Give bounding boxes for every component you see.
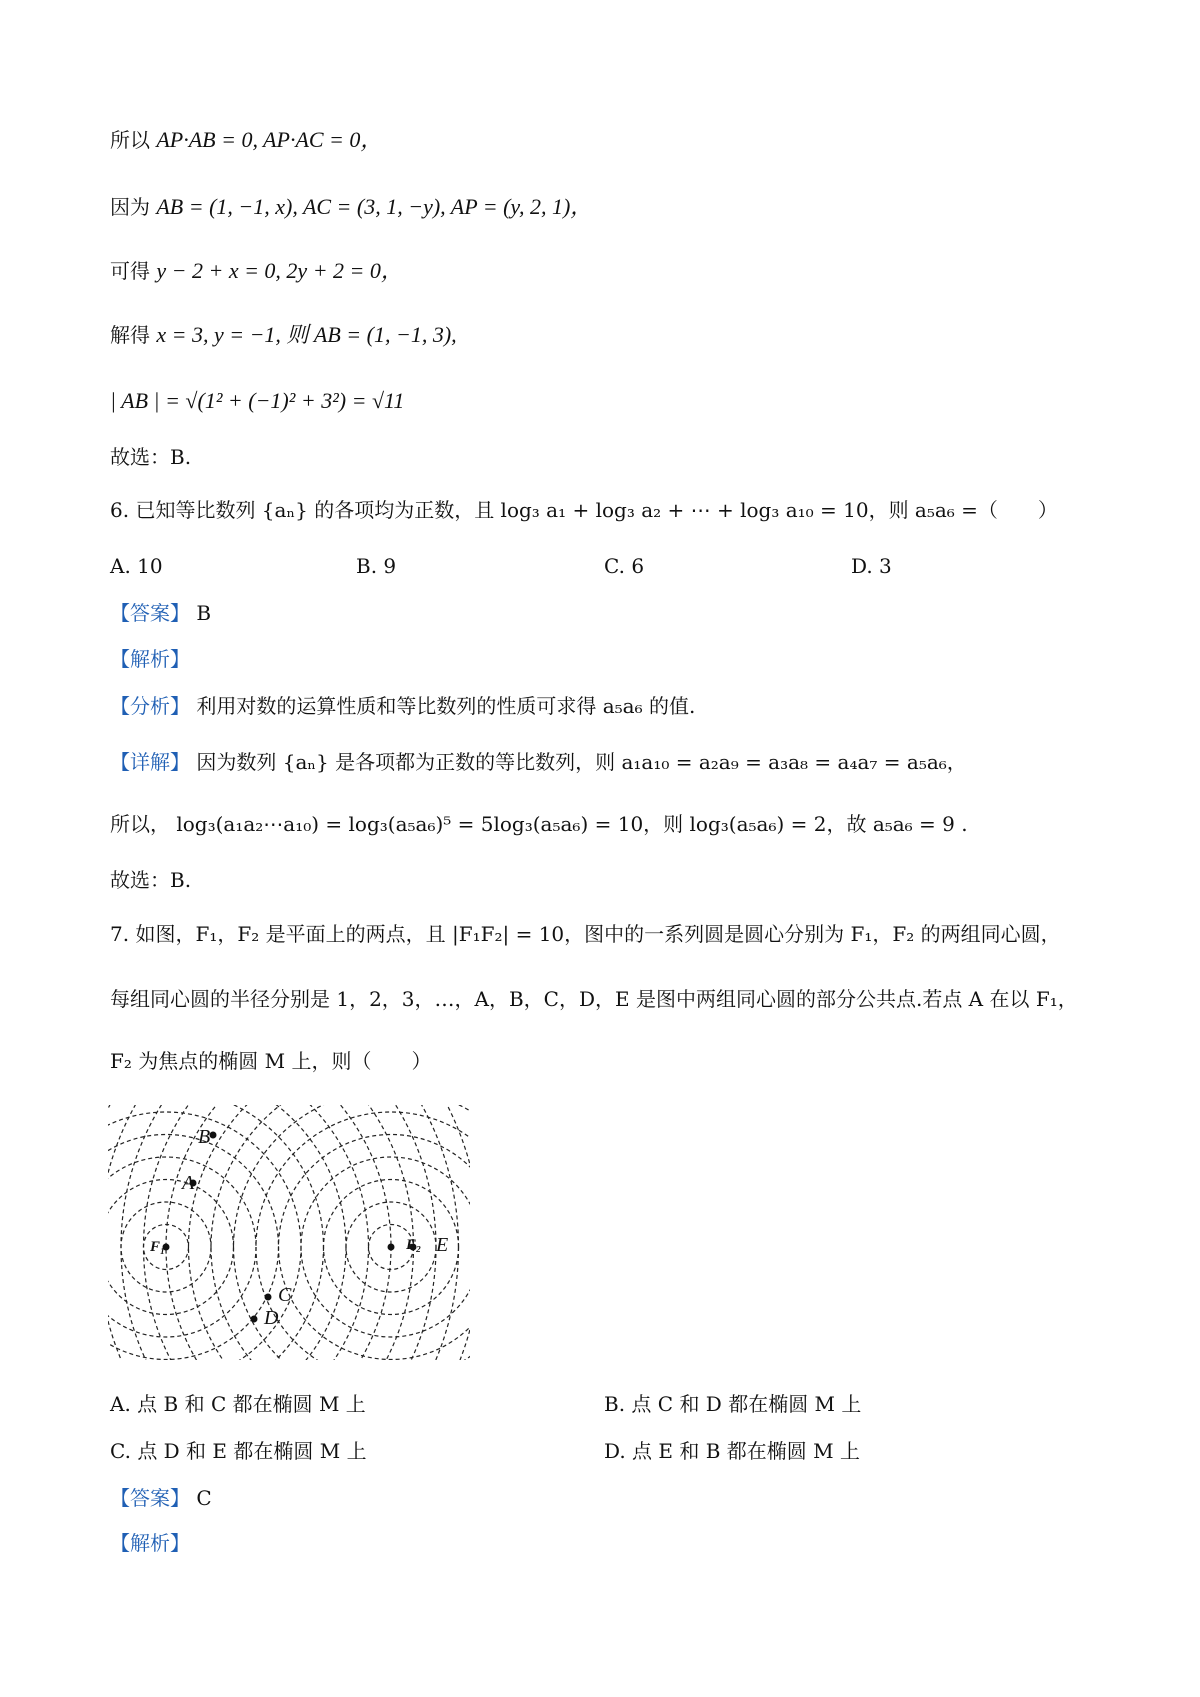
q6-option-c-label: C. xyxy=(604,554,625,578)
q6-option-a-label: A. xyxy=(110,554,131,578)
q6-fenxi-tag: 【分析】 xyxy=(110,694,190,718)
solution-line-4-text: 解得 xyxy=(110,323,150,347)
q7-option-b-value: 点 C 和 D 都在椭圆 M 上 xyxy=(631,1392,862,1416)
q7-number: 7. xyxy=(110,922,130,946)
q6-suoyi-text: 所以， log₃(a₁a₂⋯a₁₀) = log₃(a₅a₆)⁵ = 5log₃(a₅a₆) = 10，则 log₃(a₅a₆) = 2，故 a₅a₆ = 9 . xyxy=(110,812,968,836)
q6-option-d-label: D. xyxy=(851,554,873,578)
q6-xuan xyxy=(110,866,191,894)
solution-line-1 xyxy=(110,126,382,154)
q7-option-d-value: 点 E 和 B 都在椭圆 M 上 xyxy=(632,1439,860,1463)
circle-f1-r5 xyxy=(108,1135,279,1360)
q6-stem xyxy=(110,496,1058,524)
circle-f2-r11 xyxy=(144,1105,471,1360)
solution-line-1-text: 所以 xyxy=(110,128,150,152)
q7-answer xyxy=(110,1484,212,1512)
q6-analysis-tag: 【解析】 xyxy=(110,647,190,671)
q6-fenxi-text: 利用对数的运算性质和等比数列的性质可求得 a₅a₆ 的值. xyxy=(196,694,696,718)
q7-stem-3 xyxy=(110,1047,431,1075)
q6-suoyi xyxy=(110,810,968,838)
q6-option-d xyxy=(851,552,892,580)
q7-answer-tag: 【答案】 xyxy=(110,1486,190,1510)
solution-line-3-math: y − 2 + x = 0, 2y + 2 = 0， xyxy=(156,258,403,283)
q6-option-b xyxy=(356,552,396,580)
point-b xyxy=(210,1132,217,1139)
q7-analysis xyxy=(110,1529,190,1557)
q6-option-a xyxy=(110,552,163,580)
q7-analysis-tag: 【解析】 xyxy=(110,1531,190,1555)
q7-option-a-label: A. xyxy=(110,1392,131,1416)
q6-analysis xyxy=(110,645,190,673)
q7-stem-2-text: 每组同心圆的半径分别是 1，2，3，…，A，B，C，D，E 是图中两组同心圆的部分公共点.若点 A 在以 F₁， xyxy=(110,987,1078,1011)
q6-xiangjie-text: 因为数列 {aₙ} 是各项都为正数的等比数列，则 a₁a₁₀ = a₂a₉ = a₃a₈ = a₄a₇ = a₅a₆， xyxy=(196,750,967,774)
q7-option-a-value: 点 B 和 C 都在椭圆 M 上 xyxy=(137,1392,366,1416)
q7-option-d-label: D. xyxy=(604,1439,626,1463)
point-f2 xyxy=(388,1244,395,1251)
concentric-circles-figure xyxy=(108,1105,470,1360)
q7-option-b xyxy=(604,1390,861,1418)
q7-option-b-label: B. xyxy=(604,1392,626,1416)
q6-option-c xyxy=(604,552,644,580)
point-c xyxy=(265,1294,272,1301)
circle-f1-r7 xyxy=(108,1105,324,1360)
label-c: C xyxy=(278,1284,292,1306)
solution-line-4-math: x = 3, y = −1, 则 AB = (1, −1, 3), xyxy=(156,322,457,347)
solution-line-6 xyxy=(110,443,191,471)
solution-line-4 xyxy=(110,321,457,349)
q6-fenxi xyxy=(110,692,695,720)
solution-line-3 xyxy=(110,257,403,285)
q6-answer xyxy=(110,599,211,627)
q6-stem-text: 已知等比数列 {aₙ} 的各项均为正数，且 log₃ a₁ + log₃ a₂ + ⋯ + log₃ a₁₀ = 10，则 a₅a₆ =（ ） xyxy=(135,498,1058,522)
solution-line-3-text: 可得 xyxy=(110,259,150,283)
label-e: E xyxy=(436,1234,449,1256)
q6-option-b-label: B. xyxy=(356,554,378,578)
q6-answer-value: B xyxy=(196,601,212,625)
q6-xiangjie xyxy=(110,748,967,776)
q6-xiangjie-tag: 【详解】 xyxy=(110,750,190,774)
q7-stem-1-text: 如图，F₁，F₂ 是平面上的两点，且 |F₁F₂| = 10，图中的一系列圆是圆心分别为 F₁，F₂ 的两组同心圆， xyxy=(135,922,1061,946)
solution-line-6-text: 故选：B. xyxy=(110,445,192,469)
solution-line-2 xyxy=(110,193,592,221)
q7-option-c-value: 点 D 和 E 都在椭圆 M 上 xyxy=(137,1439,367,1463)
circle-f2-r12 xyxy=(121,1105,470,1360)
q7-option-a xyxy=(110,1390,366,1418)
q6-number: 6. xyxy=(110,498,130,522)
q6-xuan-text: 故选：B. xyxy=(110,868,192,892)
label-b: B xyxy=(198,1126,211,1148)
q7-option-c xyxy=(110,1437,367,1465)
solution-line-5-math: | AB | = √(1² + (−1)² + 3²) = √11 xyxy=(110,388,405,413)
q7-option-c-label: C. xyxy=(110,1439,131,1463)
solution-line-1-math: AP·AB = 0, AP·AC = 0， xyxy=(156,127,383,152)
solution-line-2-math: AB = (1, −1, x), AC = (3, 1, −y), AP = (y, 2, 1)， xyxy=(156,194,593,219)
q7-stem-1 xyxy=(110,920,1061,948)
q6-option-a-value: 10 xyxy=(137,554,163,578)
point-d xyxy=(251,1316,258,1323)
solution-line-5 xyxy=(110,387,404,415)
q7-answer-value: C xyxy=(196,1486,212,1510)
label-d: D xyxy=(264,1307,279,1329)
q6-answer-tag: 【答案】 xyxy=(110,601,190,625)
label-f2: F₂ xyxy=(406,1237,422,1253)
q7-stem-3-text: F₂ 为焦点的椭圆 M 上，则（ ） xyxy=(110,1049,432,1073)
circle-f1-r13 xyxy=(108,1105,459,1360)
q6-option-d-value: 3 xyxy=(879,554,892,578)
circle-f2-r10 xyxy=(166,1105,470,1360)
solution-line-2-text: 因为 xyxy=(110,195,150,219)
label-a: A xyxy=(182,1172,195,1194)
q6-option-b-value: 9 xyxy=(383,554,397,578)
label-f1: F₁ xyxy=(150,1239,166,1255)
q7-option-d xyxy=(604,1437,860,1465)
q7-stem-2 xyxy=(110,985,1078,1013)
q6-option-c-value: 6 xyxy=(631,554,645,578)
circle-f1-r11 xyxy=(108,1105,414,1360)
